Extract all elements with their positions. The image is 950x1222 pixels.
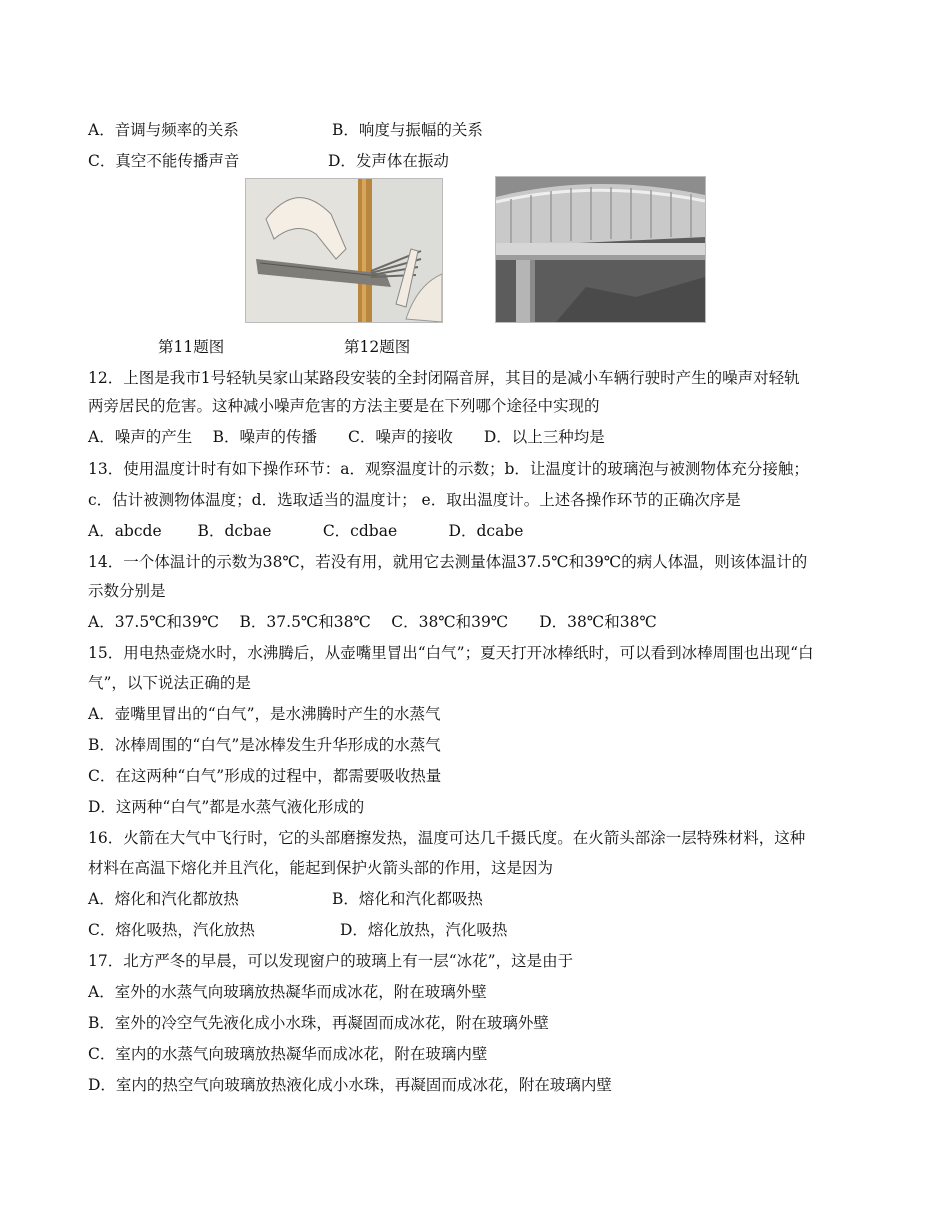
q14-options: A．37.5℃和39℃ B．37.5℃和38℃ C．38℃和39℃ D．38℃和38℃ bbox=[88, 613, 657, 631]
q16-stem-line1: 16．火箭在大气中飞行时，它的头部磨擦发热，温度可达几千摄氏度。在火箭头部涂一层特殊材料，这种 bbox=[88, 829, 806, 847]
q16-stem-line2: 材料在高温下熔化并且汽化，能起到保护火箭头部的作用，这是因为 bbox=[88, 859, 554, 877]
q15-option-b: B．冰棒周围的“白气”是冰棒发生升华形成的水蒸气 bbox=[88, 736, 441, 754]
figure-11-image bbox=[245, 178, 443, 323]
q17-option-b: B．室外的冷空气先液化成小水珠，再凝固而成冰花，附在玻璃外壁 bbox=[88, 1014, 549, 1032]
q17-option-c: C．室内的水蒸气向玻璃放热凝华而成冰花，附在玻璃内壁 bbox=[88, 1045, 488, 1063]
q12-options: A．噪声的产生 B．噪声的传播 C．噪声的接收 D．以上三种均是 bbox=[88, 428, 605, 446]
q17-option-a: A．室外的水蒸气向玻璃放热凝华而成冰花，附在玻璃外壁 bbox=[88, 983, 487, 1001]
q11-option-c: C．真空不能传播声音 bbox=[88, 152, 240, 170]
q15-stem-line2: 气”，以下说法正确的是 bbox=[88, 674, 251, 692]
q17-stem: 17．北方严冬的早晨，可以发现窗户的玻璃上有一层“冰花”，这是由于 bbox=[88, 952, 574, 970]
q13-options: A．abcde B．dcbae C．cdbae D．dcabe bbox=[88, 522, 524, 540]
q12-stem-line1: 12．上图是我市1号轻轨吴家山某路段安装的全封闭隔音屏，其目的是减小车辆行驶时产生的噪声对轻轨 bbox=[88, 369, 800, 387]
figure-12-caption: 第12题图 bbox=[344, 338, 411, 356]
figure-11-caption: 第11题图 bbox=[158, 338, 225, 356]
q16-option-c: C．熔化吸热，汽化放热 bbox=[88, 921, 255, 939]
q11-option-a: A．音调与频率的关系 bbox=[88, 121, 239, 139]
q15-stem-line1: 15．用电热壶烧水时，水沸腾后，从壶嘴里冒出“白气”；夏天打开冰棒纸时，可以看到冰棒周围也出现“白 bbox=[88, 644, 814, 662]
q16-option-a: A．熔化和汽化都放热 bbox=[88, 890, 239, 908]
q15-option-d: D．这两种“白气”都是水蒸气液化形成的 bbox=[88, 798, 365, 816]
ruler-vibration-illustration bbox=[246, 179, 442, 322]
q11-option-d: D．发声体在振动 bbox=[328, 152, 449, 170]
q15-option-c: C．在这两种“白气”形成的过程中，都需要吸收热量 bbox=[88, 767, 442, 785]
figure-12-image bbox=[495, 176, 706, 323]
q12-stem-line2: 两旁居民的危害。这种减小噪声危害的方法主要是在下列哪个途径中实现的 bbox=[88, 397, 600, 415]
q14-stem-line1: 14．一个体温计的示数为38℃，若没有用，就用它去测量体温37.5℃和39℃的病人体温，则该体温计的 bbox=[88, 553, 808, 571]
q16-option-b: B．熔化和汽化都吸热 bbox=[332, 890, 483, 908]
q14-stem-line2: 示数分别是 bbox=[88, 582, 166, 600]
q16-option-d: D．熔化放热，汽化吸热 bbox=[340, 921, 508, 939]
q13-stem-line1: 13．使用温度计时有如下操作环节：a．观察温度计的示数；b．让温度计的玻璃泡与被测物体充分接触； bbox=[88, 460, 809, 478]
q17-option-d: D．室内的热空气向玻璃放热液化成小水珠，再凝固而成冰花，附在玻璃内壁 bbox=[88, 1076, 612, 1094]
q15-option-a: A．壶嘴里冒出的“白气”，是水沸腾时产生的水蒸气 bbox=[88, 705, 441, 723]
q13-stem-line2: c．估计被测物体温度；d．选取适当的温度计； e．取出温度计。上述各操作环节的正确次序是 bbox=[88, 491, 741, 509]
sound-barrier-photo bbox=[496, 177, 705, 322]
q11-option-b: B．响度与振幅的关系 bbox=[332, 121, 483, 139]
